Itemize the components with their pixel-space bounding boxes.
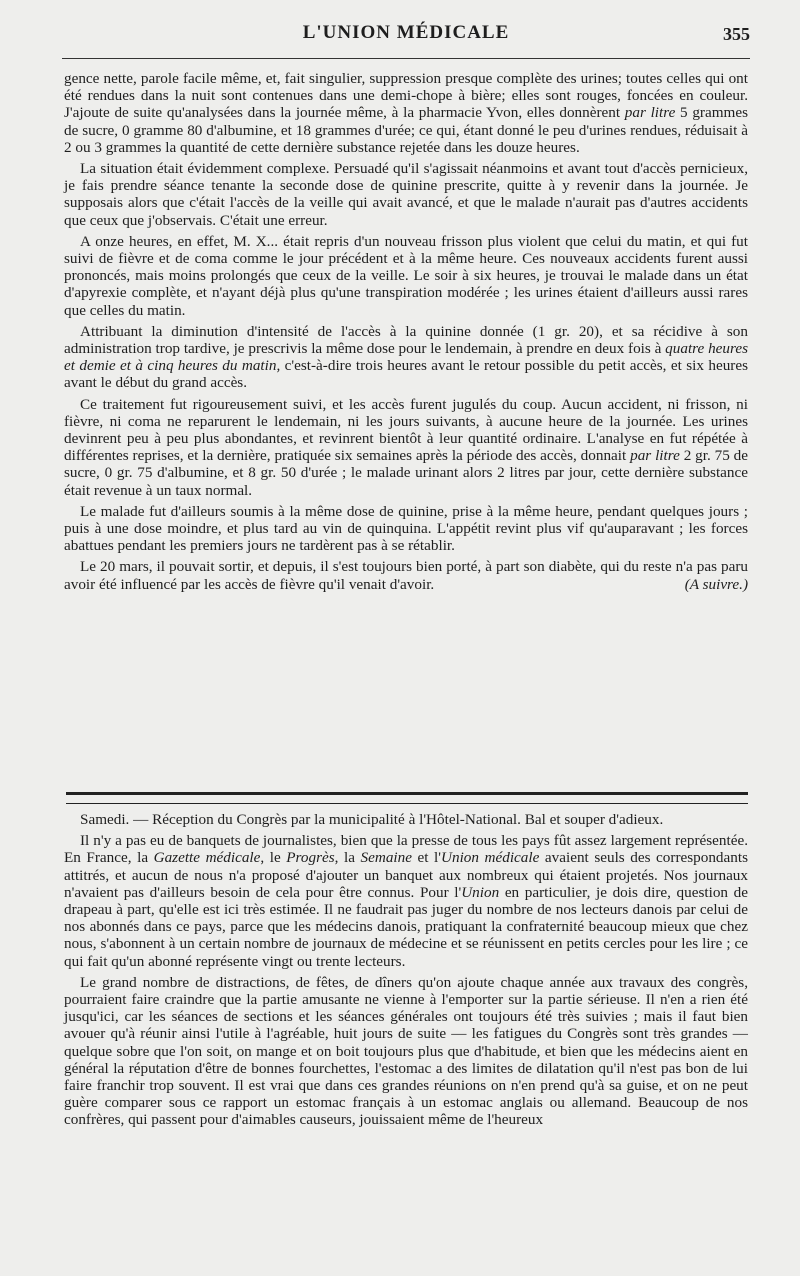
paragraph	[64, 558, 748, 592]
paragraph	[64, 323, 748, 392]
text-run: gence nette, parole facile même, et, fait singulier, suppression presque complète des urines; toutes celles qui ont été rendues dans la nuit sont contenues dans une demi-chope à bière; elles sont rouges, foncées en couleur. J'ajoute de suite qu'analysées dans la journée même, à la pharmacie Yvon, elles donnèrent	[64, 70, 748, 122]
paragraph	[64, 396, 748, 499]
text-run: avaient seuls des correspondants attitrés, et aucun de nous n'a proposé d'ajouter un banquet aux nombreux qui étaient projetés. Nos journaux n'avaient pas d'ailleurs besoin de cela pour être connus. Pour l'	[64, 849, 748, 901]
paragraph: Le malade fut d'ailleurs soumis à la même dose de quinine, prise à la même heure, pendant quelques jours ; puis à une dose moindre, et plus tard au vin de quinquina. L'appétit revint plus vif qu'auparavant ; les forces abattues pendant les premiers jours ne tardèrent pas à se rétablir.	[64, 502, 748, 555]
italic-text: Gazette médicale	[153, 849, 261, 867]
paragraph	[64, 70, 748, 156]
running-title: L'UNION MÉDICALE	[302, 22, 510, 43]
to-be-continued: (A suivre.)	[684, 575, 748, 593]
congress-chronicle-section	[64, 811, 748, 1133]
text-run: Il n'y a pas eu de banquets de journalistes, bien que la presse de tous les pays fût assez largement représentée. En France, la	[64, 832, 748, 867]
text-run: 2 gr. 75 de sucre, 0 gr. 75 d'albumine, et 8 gr. 50 d'urée ; le malade urinant alors 2 litres par jour, cette dernière substance était revenue à un taux normal.	[64, 447, 748, 499]
section-separator	[66, 792, 748, 804]
paragraph	[64, 832, 748, 970]
paragraph: La situation était évidemment complexe. Persuadé qu'il s'agissait néanmoins et avant tout d'accès pernicieux, je fais prendre séance tenante la seconde dose de quinine prescrite, quitte à y revenir dans la journée. Je supposais alors que c'était l'accès de la veille qui avait avancé, et que le malade n'aurait pas d'autres accidents que ceux que j'observais. C'était une erreur.	[64, 160, 748, 229]
case-report-section	[64, 70, 748, 597]
text-run: , le	[260, 849, 287, 867]
text-run: en particulier, je dois dire, question de drapeau à part, qu'elle est ici très estimée. Il ne faudrait pas juger du nombre de nos lecteurs danois par celui de nos abonnés dans ce pays, parce que les médecins danois, pratiquant la confraternité beaucoup mieux que chez nous, s'abonnent à un certain nombre de journaux de médecine et se réunissent en petits cercles pour les lire ; ce qui fait qu'un abonné représente vingt ou trente lecteurs.	[64, 883, 748, 970]
page-number: 355	[723, 24, 750, 44]
italic-text: Union	[461, 883, 500, 901]
italic-text: Semaine	[360, 849, 412, 867]
page-header	[62, 22, 750, 52]
italic-text: par litre	[630, 447, 680, 465]
text-run: 5 grammes de sucre, 0 gramme 80 d'albumine, et 18 grammes d'urée; ce qui, étant donné le peu d'urines rendues, réduisait à 2 ou 3 grammes la quantité de cette dernière substance rejetée dans les douze heures.	[64, 104, 748, 156]
text-run: Attribuant la diminution d'intensité de l'accès à la quinine donnée (1 gr. 20), et sa récidive à son administration trop tardive, je prescrivis la même dose pour le lendemain, à prendre en deux fois à	[64, 322, 748, 358]
text-run: Ce traitement fut rigoureusement suivi, et les accès furent jugulés du coup. Aucun accident, ni frisson, ni fièvre, ni coma ne reparurent le lendemain, ni les jours suivants, à aucune heure de la journée. Les urines devinrent peu à peu plus abondantes, et revinrent bientôt à leur quantité ordinaire. L'analyse en fut répétée à différentes reprises, et la dernière, pratiquée six semaines après la période des accès, donnait	[64, 395, 748, 465]
italic-text: quatre heures et demie et à cinq heures du matin,	[64, 340, 748, 375]
paragraph: Samedi. — Réception du Congrès par la municipalité à l'Hôtel-National. Bal et souper d'adieux.	[80, 811, 664, 828]
text-run: Le 20 mars, il pouvait sortir, et depuis, il s'est toujours bien porté, à part son diabète, qui du reste n'a pas paru avoir été influencé par les accès de fièvre qu'il venait d'avoir.	[64, 558, 748, 593]
text-run: et l'	[411, 849, 442, 867]
italic-text: Union médicale	[441, 849, 540, 867]
paragraph: A onze heures, en effet, M. X... était repris d'un nouveau frisson plus violent que celui du matin, et qui fut suivi de fièvre et de coma comme le jour précédent et à la même heure. Ces nouveaux accidents furent aussi prononcés, mais moins prolongés que ceux de la veille. Le soir à six heures, je trouvai le malade dans un état d'apyrexie complète, et n'ayant déjà plus qu'une transpiration modérée ; les urines étaient d'ailleurs aussi rares que celles du matin.	[64, 232, 748, 319]
header-rule	[62, 58, 750, 59]
text-run: c'est-à-dire trois heures avant le retour possible du petit accès, et six heures avant le début du grand accès.	[64, 357, 748, 392]
italic-text: par litre	[624, 104, 676, 122]
text-run: , la	[334, 849, 361, 867]
paragraph: Le grand nombre de distractions, de fêtes, de dîners qu'on ajoute chaque année aux travaux des congrès, pourraient faire craindre que la partie amusante ne vienne à l'emporter sur la partie sérieuse. Il n'en a rien été jusqu'ici, car les séances de sections et les séances générales ont toujours été très suivies ; mais il faut bien avouer qu'à réunir ainsi l'utile à l'agréable, huit jours de suite — les fatigues du Congrès sont très grandes — quelque sobre que l'on soit, on mange et on boit toujours plus que d'habitude, et bien que les médecins aient en général la réputation d'être de bonnes fourchettes, l'estomac a des limites de dilatation qu'il n'est pas bon de lui faire franchir trop souvent. Il est vrai que dans ces grandes réunions on n'en prend qu'à sa guise, et on ne peut guère comparer sous ce rapport un estomac français à un estomac anglais ou allemand. Beaucoup de nos confrères, qui passent pour d'aimables causeurs, jouissaient même de l'heureux	[64, 973, 748, 1129]
italic-text: Progrès	[286, 849, 335, 867]
